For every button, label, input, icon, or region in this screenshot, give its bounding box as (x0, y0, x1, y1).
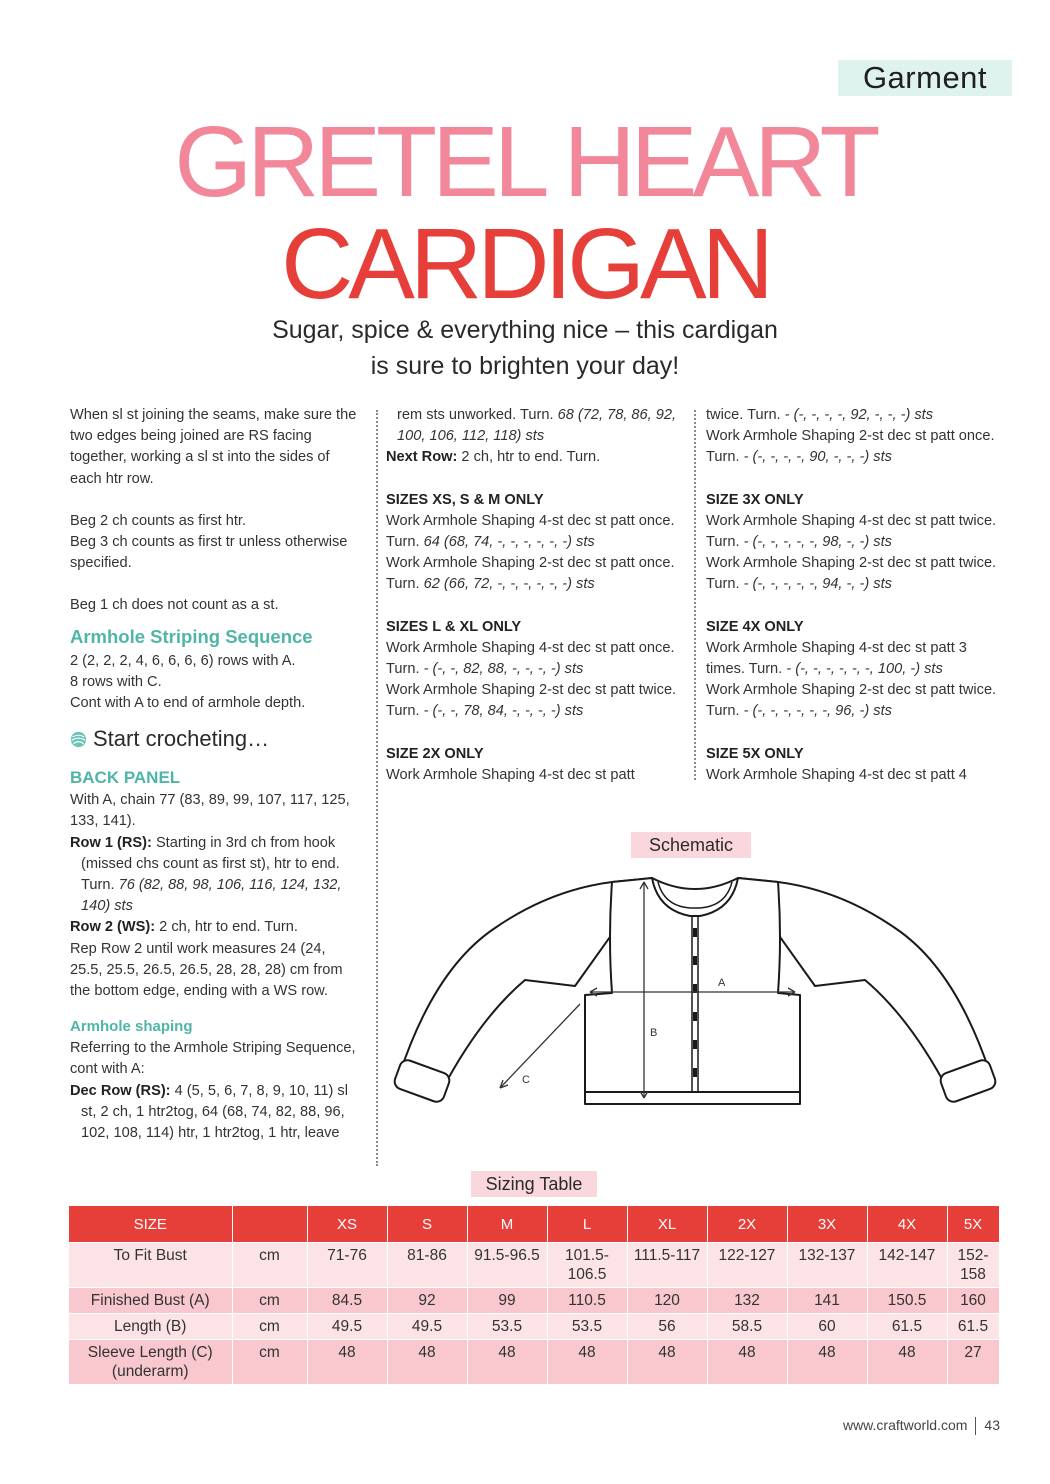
table-header-cell: 3X (787, 1206, 867, 1243)
table-row (69, 1288, 999, 1314)
striping-line: Cont with A to end of armhole depth. (70, 695, 306, 712)
next-row-instruction: Next Row: 2 ch, htr to end. Turn. (386, 449, 601, 466)
page-title-line2: CARDIGAN (281, 208, 769, 320)
table-cell: 48 (787, 1340, 867, 1385)
table-cell: 110.5 (547, 1288, 627, 1314)
section-tag: Garment (838, 60, 1012, 96)
table-cell: 160 (947, 1288, 999, 1314)
table-cell: 91.5-96.5 (467, 1243, 547, 1288)
table-cell: cm (232, 1340, 307, 1385)
column-3 (706, 405, 1006, 786)
table-cell: 53.5 (467, 1314, 547, 1340)
table-header-cell: L (547, 1206, 627, 1243)
column-divider (376, 410, 378, 1166)
table-cell: 60 (787, 1314, 867, 1340)
size-instruction: Work Armhole Shaping 2-st dec st patt once. Turn. 62 (66, 72, -, -, -, -, -, -) sts (386, 555, 675, 593)
table-header-row (69, 1206, 999, 1243)
table-cell: cm (232, 1288, 307, 1314)
table-cell: 48 (387, 1340, 467, 1385)
page-number: 43 (984, 1417, 1000, 1433)
table-cell: 150.5 (867, 1288, 947, 1314)
table-cell: 27 (947, 1340, 999, 1385)
row-label: Next Row: (386, 449, 458, 466)
table-cell: 48 (627, 1340, 707, 1385)
subtitle-line2: is sure to brighten your day! (370, 352, 680, 380)
table-row (69, 1314, 999, 1340)
row-2-instruction: Row 2 (WS): 2 ch, htr to end. Turn. (70, 919, 298, 936)
table-cell: 120 (627, 1288, 707, 1314)
table-cell: 99 (467, 1288, 547, 1314)
size-heading: SIZE 5X ONLY (706, 745, 804, 762)
table-cell: 81-86 (387, 1243, 467, 1288)
table-row (69, 1243, 999, 1288)
cardigan-schematic (390, 868, 1000, 1138)
size-instruction: Work Armhole Shaping 4-st dec st patt (386, 766, 635, 783)
sizing-table-label: Sizing Table (471, 1171, 597, 1197)
row-label: Row 1 (RS): (70, 834, 152, 851)
size-instruction: Work Armhole Shaping 2-st dec st patt once. Turn. - (-, -, -, -, 90, -, -, -) sts (706, 428, 995, 466)
footer-url[interactable]: www.craftworld.com (842, 1417, 968, 1433)
size-heading: SIZE 2X ONLY (386, 745, 484, 762)
size-heading: SIZE 4X ONLY (706, 618, 804, 635)
table-header-cell: 4X (867, 1206, 947, 1243)
page-title-line1: GRETEL HEART (174, 106, 876, 218)
table-cell: 101.5-106.5 (547, 1243, 627, 1288)
table-cell: To Fit Bust (69, 1243, 232, 1288)
table-cell: 61.5 (947, 1314, 999, 1340)
table-cell: 48 (307, 1340, 387, 1385)
row-1-instruction: Row 1 (RS): Starting in 3rd ch from hook (missed chs count as first st), htr to end. Turn. 76 (82, 88, 98, 106, 116, 124, 132, 140) sts (70, 834, 342, 915)
table-cell: 53.5 (547, 1314, 627, 1340)
table-cell: 49.5 (307, 1314, 387, 1340)
table-header-cell: M (467, 1206, 547, 1243)
yarn-ball-icon (70, 731, 87, 748)
armhole-shaping-intro: Referring to the Armhole Striping Sequence, cont with A: (70, 1040, 356, 1078)
size-instruction: Work Armhole Shaping 2-st dec st patt twice. Turn. - (-, -, -, -, -, 94, -, -) sts (706, 555, 997, 593)
armhole-striping-heading: Armhole Striping Sequence (70, 625, 313, 647)
measure-label-b: B (650, 1027, 658, 1039)
size-heading: SIZES L & XL ONLY (386, 618, 522, 635)
table-header-cell: 5X (947, 1206, 999, 1243)
table-cell: cm (232, 1243, 307, 1288)
armhole-shaping-heading: Armhole shaping (70, 1018, 193, 1036)
column-divider (694, 410, 696, 780)
size-heading: SIZE 3X ONLY (706, 491, 804, 508)
page-footer (843, 1417, 1000, 1435)
table-cell: 111.5-117 (627, 1243, 707, 1288)
table-row (69, 1340, 999, 1385)
table-cell: 49.5 (387, 1314, 467, 1340)
column-1 (70, 405, 362, 1144)
dec-row-instruction: Dec Row (RS): 4 (5, 5, 6, 7, 8, 9, 10, 11) sl st, 2 ch, 1 htr2tog, 64 (68, 74, 82, 88, 96, 102, 108, 114) htr, 1 htr2tog, 1 htr, leave (70, 1082, 348, 1142)
start-crocheting-text: Start crocheting… (93, 726, 270, 752)
table-cell: 141 (787, 1288, 867, 1314)
back-panel-intro: With A, chain 77 (83, 89, 99, 107, 117, 125, 133, 141). (70, 792, 350, 830)
size-instruction: Work Armhole Shaping 4-st dec st patt once. Turn. 64 (68, 74, -, -, -, -, -, -) sts (386, 512, 675, 551)
striping-line: 2 (2, 2, 2, 4, 6, 6, 6, 6) rows with A. (70, 652, 296, 669)
back-panel-heading: BACK PANEL (70, 768, 181, 788)
table-header-cell (232, 1206, 307, 1243)
table-cell: 142-147 (867, 1243, 947, 1288)
size-instruction: Work Armhole Shaping 2-st dec st patt twice. Turn. - (-, -, -, -, -, -, 96, -) sts (706, 682, 997, 720)
size-instruction: Work Armhole Shaping 2-st dec st patt twice. Turn. - (-, -, 78, 84, -, -, -, -) sts (386, 682, 677, 720)
intro-note: Beg 1 ch does not count as a st. (70, 597, 279, 614)
table-cell: 48 (867, 1340, 947, 1385)
schematic-label: Schematic (631, 832, 751, 858)
repeat-instruction: Rep Row 2 until work measures 24 (24, 25.5, 25.5, 26.5, 26.5, 28, 28, 28) cm from the bottom edge, ending with a WS row. (70, 940, 343, 1000)
table-cell: 132 (707, 1288, 787, 1314)
striping-line: 8 rows with C. (70, 673, 162, 690)
sizing-table (69, 1206, 1000, 1384)
table-cell: 48 (547, 1340, 627, 1385)
size-instruction: Work Armhole Shaping 4-st dec st patt 3 times. Turn. - (-, -, -, -, -, -, 100, -) sts (706, 639, 967, 678)
footer-divider (975, 1417, 976, 1435)
intro-note: Beg 2 ch counts as first htr. (70, 512, 247, 529)
measure-label-c: C (522, 1074, 530, 1086)
table-cell: 92 (387, 1288, 467, 1314)
size-heading: SIZES XS, S & M ONLY (386, 491, 544, 508)
start-crocheting-heading (70, 722, 362, 756)
row-label: Dec Row (RS): (70, 1082, 171, 1099)
size-instruction: Work Armhole Shaping 4-st dec st patt once. Turn. - (-, -, 82, 88, -, -, -, -) sts (386, 639, 675, 678)
table-cell: cm (232, 1314, 307, 1340)
subtitle-line1: Sugar, spice & everything nice – this cardigan (272, 316, 778, 344)
table-cell: 56 (627, 1314, 707, 1340)
table-header-cell: S (387, 1206, 467, 1243)
table-header-cell: XS (307, 1206, 387, 1243)
table-cell: 48 (467, 1340, 547, 1385)
table-cell: 71-76 (307, 1243, 387, 1288)
dec-row-continued: rem sts unworked. Turn. 68 (72, 78, 86, 92, 100, 106, 112, 118) sts (397, 407, 677, 445)
column-2 (386, 405, 678, 786)
table-cell: 58.5 (707, 1314, 787, 1340)
intro-note: Beg 3 ch counts as first tr unless otherwise specified. (70, 534, 348, 572)
table-cell: 61.5 (867, 1314, 947, 1340)
table-cell: Finished Bust (A) (69, 1288, 232, 1314)
table-cell: Sleeve Length (C) (underarm) (69, 1340, 232, 1385)
table-header-cell: SIZE (69, 1206, 232, 1243)
table-cell: 48 (707, 1340, 787, 1385)
table-cell: Length (B) (69, 1314, 232, 1340)
table-header-cell: 2X (707, 1206, 787, 1243)
row-label: Row 2 (WS): (70, 919, 156, 936)
table-cell: 132-137 (787, 1243, 867, 1288)
measure-label-a: A (718, 977, 726, 989)
table-header-cell: XL (627, 1206, 707, 1243)
size-instruction: Work Armhole Shaping 4-st dec st patt 4 (706, 766, 967, 783)
table-cell: 122-127 (707, 1243, 787, 1288)
size-instruction: twice. Turn. - (-, -, -, -, 92, -, -, -) sts (706, 407, 934, 423)
subtitle (0, 312, 1050, 384)
intro-paragraph: When sl st joining the seams, make sure the two edges being joined are RS facing together, working a sl st into the sides of each htr row. (70, 407, 357, 487)
table-cell: 152-158 (947, 1243, 999, 1288)
table-cell: 84.5 (307, 1288, 387, 1314)
size-instruction: Work Armhole Shaping 4-st dec st patt twice. Turn. - (-, -, -, -, -, 98, -, -) sts (706, 512, 997, 551)
